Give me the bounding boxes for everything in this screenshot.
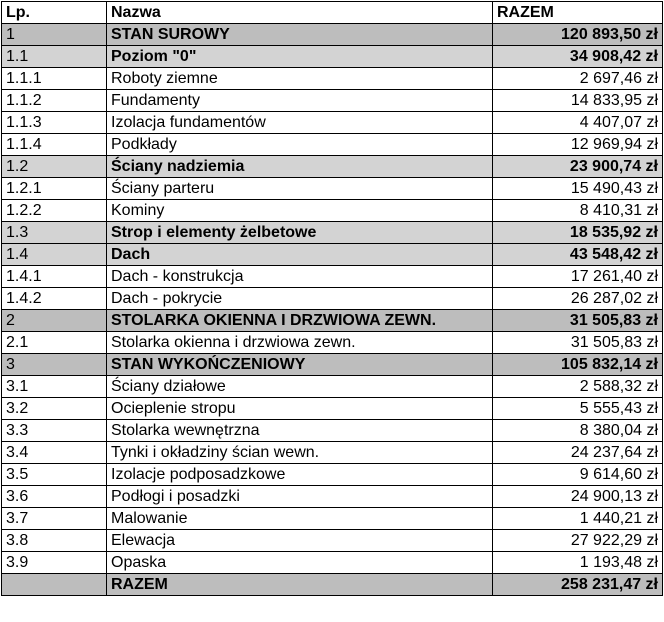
table-row <box>2 442 663 464</box>
name-cell: STOLARKA OKIENNA I DRZWIOWA ZEWN. <box>107 310 493 332</box>
table-row <box>2 222 663 244</box>
table-row <box>2 24 663 46</box>
table-row <box>2 134 663 156</box>
total-lp-cell <box>2 574 107 596</box>
table-row <box>2 90 663 112</box>
total-value: 258 231,47 zł <box>493 574 663 596</box>
table-row <box>2 420 663 442</box>
value-cell: 26 287,02 zł <box>493 288 663 310</box>
lp-cell: 1.1.4 <box>2 134 107 156</box>
table-row <box>2 200 663 222</box>
lp-cell: 1.1.3 <box>2 112 107 134</box>
name-cell: Poziom "0" <box>107 46 493 68</box>
total-row <box>2 574 663 596</box>
name-cell: STAN SUROWY <box>107 24 493 46</box>
value-cell: 12 969,94 zł <box>493 134 663 156</box>
value-cell: 8 410,31 zł <box>493 200 663 222</box>
table-row <box>2 552 663 574</box>
name-cell: STAN WYKOŃCZENIOWY <box>107 354 493 376</box>
name-cell: Izolacje podposadzkowe <box>107 464 493 486</box>
value-cell: 34 908,42 zł <box>493 46 663 68</box>
name-cell: Opaska <box>107 552 493 574</box>
table-row <box>2 178 663 200</box>
table-row <box>2 46 663 68</box>
name-cell: Ściany nadziemia <box>107 156 493 178</box>
table-row <box>2 508 663 530</box>
lp-cell: 3.3 <box>2 420 107 442</box>
name-cell: Izolacja fundamentów <box>107 112 493 134</box>
table-row <box>2 244 663 266</box>
value-cell: 1 440,21 zł <box>493 508 663 530</box>
lp-cell: 1.4.2 <box>2 288 107 310</box>
name-cell: Strop i elementy żelbetowe <box>107 222 493 244</box>
cost-estimate-table <box>1 1 663 596</box>
lp-cell: 1.3 <box>2 222 107 244</box>
header-row <box>2 2 663 24</box>
header-total: RAZEM <box>493 2 663 24</box>
value-cell: 17 261,40 zł <box>493 266 663 288</box>
name-cell: Dach <box>107 244 493 266</box>
name-cell: Malowanie <box>107 508 493 530</box>
lp-cell: 1.1 <box>2 46 107 68</box>
lp-cell: 1.2.1 <box>2 178 107 200</box>
lp-cell: 2.1 <box>2 332 107 354</box>
value-cell: 24 900,13 zł <box>493 486 663 508</box>
name-cell: Roboty ziemne <box>107 68 493 90</box>
name-cell: Dach - pokrycie <box>107 288 493 310</box>
table-body <box>2 24 663 574</box>
value-cell: 15 490,43 zł <box>493 178 663 200</box>
name-cell: Stolarka wewnętrzna <box>107 420 493 442</box>
name-cell: Fundamenty <box>107 90 493 112</box>
table-row <box>2 398 663 420</box>
value-cell: 105 832,14 zł <box>493 354 663 376</box>
name-cell: Ocieplenie stropu <box>107 398 493 420</box>
name-cell: Stolarka okienna i drzwiowa zewn. <box>107 332 493 354</box>
lp-cell: 3.8 <box>2 530 107 552</box>
table-row <box>2 332 663 354</box>
table-row <box>2 376 663 398</box>
lp-cell: 1.1.2 <box>2 90 107 112</box>
lp-cell: 3.2 <box>2 398 107 420</box>
value-cell: 2 697,46 zł <box>493 68 663 90</box>
value-cell: 120 893,50 zł <box>493 24 663 46</box>
lp-cell: 3.7 <box>2 508 107 530</box>
value-cell: 2 588,32 zł <box>493 376 663 398</box>
lp-cell: 1.2.2 <box>2 200 107 222</box>
table-row <box>2 266 663 288</box>
table-row <box>2 354 663 376</box>
name-cell: Ściany parteru <box>107 178 493 200</box>
lp-cell: 3.4 <box>2 442 107 464</box>
value-cell: 43 548,42 zł <box>493 244 663 266</box>
name-cell: Podkłady <box>107 134 493 156</box>
value-cell: 8 380,04 zł <box>493 420 663 442</box>
table-row <box>2 156 663 178</box>
lp-cell: 1.4 <box>2 244 107 266</box>
name-cell: Tynki i okładziny ścian wewn. <box>107 442 493 464</box>
table-row <box>2 464 663 486</box>
value-cell: 27 922,29 zł <box>493 530 663 552</box>
lp-cell: 3.9 <box>2 552 107 574</box>
lp-cell: 3 <box>2 354 107 376</box>
header-lp: Lp. <box>2 2 107 24</box>
value-cell: 1 193,48 zł <box>493 552 663 574</box>
lp-cell: 2 <box>2 310 107 332</box>
lp-cell: 3.5 <box>2 464 107 486</box>
header-name: Nazwa <box>107 2 493 24</box>
name-cell: Ściany działowe <box>107 376 493 398</box>
total-label: RAZEM <box>107 574 493 596</box>
table-row <box>2 288 663 310</box>
lp-cell: 3.1 <box>2 376 107 398</box>
table-row <box>2 530 663 552</box>
lp-cell: 1.2 <box>2 156 107 178</box>
value-cell: 23 900,74 zł <box>493 156 663 178</box>
value-cell: 5 555,43 zł <box>493 398 663 420</box>
value-cell: 31 505,83 zł <box>493 332 663 354</box>
name-cell: Dach - konstrukcja <box>107 266 493 288</box>
lp-cell: 1 <box>2 24 107 46</box>
value-cell: 24 237,64 zł <box>493 442 663 464</box>
value-cell: 9 614,60 zł <box>493 464 663 486</box>
name-cell: Elewacja <box>107 530 493 552</box>
name-cell: Podłogi i posadzki <box>107 486 493 508</box>
table-row <box>2 310 663 332</box>
value-cell: 18 535,92 zł <box>493 222 663 244</box>
lp-cell: 3.6 <box>2 486 107 508</box>
table-row <box>2 112 663 134</box>
lp-cell: 1.1.1 <box>2 68 107 90</box>
lp-cell: 1.4.1 <box>2 266 107 288</box>
value-cell: 31 505,83 zł <box>493 310 663 332</box>
value-cell: 4 407,07 zł <box>493 112 663 134</box>
value-cell: 14 833,95 zł <box>493 90 663 112</box>
table-row <box>2 486 663 508</box>
table-row <box>2 68 663 90</box>
name-cell: Kominy <box>107 200 493 222</box>
